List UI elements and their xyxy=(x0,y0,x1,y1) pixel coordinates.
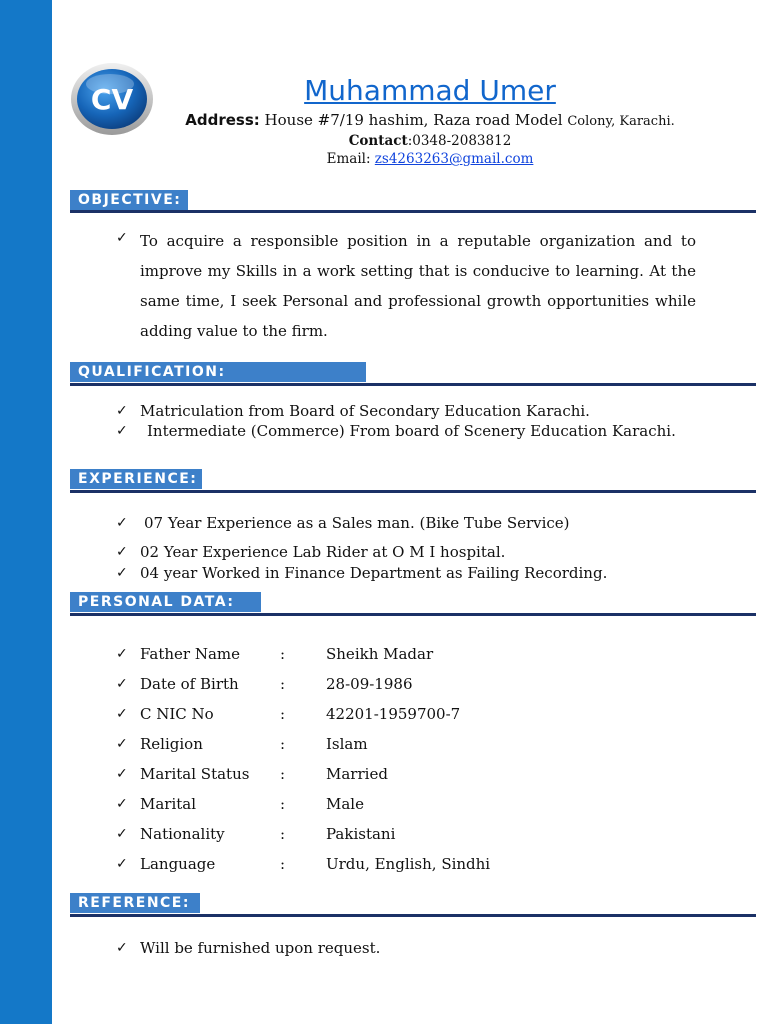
reference-list xyxy=(112,937,380,959)
reference-rule xyxy=(70,914,756,917)
check-icon: ✓ xyxy=(116,676,128,692)
check-icon: ✓ xyxy=(116,796,128,812)
qualification-list xyxy=(112,401,676,441)
experience-heading: EXPERIENCE: xyxy=(70,469,202,489)
email-line xyxy=(160,150,700,168)
personal-value: Islam xyxy=(326,735,368,753)
personal-data-heading: PERSONAL DATA: xyxy=(70,592,261,612)
qualification-heading: QUALIFICATION: xyxy=(70,362,366,382)
experience-item: 02 Year Experience Lab Rider at O M I hospital. xyxy=(140,543,506,561)
experience-item: 07 Year Experience as a Sales man. (Bike Tube Service) xyxy=(144,514,570,532)
personal-label: Nationality xyxy=(140,825,225,843)
personal-colon: : xyxy=(280,855,286,873)
address-city: Colony, Karachi. xyxy=(567,114,675,129)
personal-colon: : xyxy=(280,735,286,753)
list-item xyxy=(112,937,380,959)
personal-row-language xyxy=(112,849,490,879)
list-item xyxy=(112,421,676,441)
reference-item: Will be furnished upon request. xyxy=(140,939,381,957)
personal-colon: : xyxy=(280,765,286,783)
personal-row-religion xyxy=(112,729,490,759)
check-icon: ✓ xyxy=(116,766,128,782)
personal-label: Religion xyxy=(140,735,203,753)
address-line xyxy=(160,110,700,132)
check-icon: ✓ xyxy=(116,706,128,722)
cv-logo-icon xyxy=(70,62,154,136)
check-icon: ✓ xyxy=(116,565,128,581)
personal-label: Language xyxy=(140,855,216,873)
personal-label: Date of Birth xyxy=(140,675,239,693)
check-icon: ✓ xyxy=(116,826,128,842)
logo-text: CV xyxy=(90,83,134,116)
personal-label: Marital Status xyxy=(140,765,250,783)
personal-label: Father Name xyxy=(140,645,241,663)
personal-value: 42201-1959700-7 xyxy=(326,705,461,723)
contact-label: Contact xyxy=(348,133,408,149)
contact-line xyxy=(160,132,700,150)
list-item xyxy=(112,512,607,534)
personal-value: Pakistani xyxy=(326,825,396,843)
objective-heading: OBJECTIVE: xyxy=(70,190,188,210)
reference-heading: REFERENCE: xyxy=(70,893,200,913)
check-icon: ✓ xyxy=(116,646,128,662)
personal-value: Sheikh Madar xyxy=(326,645,434,663)
resume-header xyxy=(160,74,700,168)
list-item xyxy=(112,563,607,584)
personal-data-list xyxy=(112,639,490,879)
personal-colon: : xyxy=(280,705,286,723)
list-item xyxy=(112,542,607,563)
personal-colon: : xyxy=(280,825,286,843)
objective-list xyxy=(112,226,696,346)
check-icon: ✓ xyxy=(116,544,128,560)
contact-value: :0348-2083812 xyxy=(407,133,512,149)
check-icon: ✓ xyxy=(116,940,128,956)
check-icon: ✓ xyxy=(116,736,128,752)
personal-value: 28-09-1986 xyxy=(326,675,413,693)
list-item xyxy=(112,226,696,346)
check-icon: ✓ xyxy=(116,403,128,419)
personal-colon: : xyxy=(280,675,286,693)
check-icon: ✓ xyxy=(116,515,128,531)
personal-row-cnic xyxy=(112,699,490,729)
personal-row-nationality xyxy=(112,819,490,849)
address-main: House #7/19 hashim, Raza road Model xyxy=(264,111,563,129)
qualification-item: Intermediate (Commerce) From board of Scenery Education Karachi. xyxy=(147,422,676,440)
personal-row-date-of-birth xyxy=(112,669,490,699)
personal-value: Urdu, English, Sindhi xyxy=(326,855,491,873)
email-label: Email: xyxy=(326,151,371,167)
objective-text: To acquire a responsible position in a reputable organization and to improve my Skills in a work setting that is conducive to learning. At the same time, I seek Personal and professional growth opportunities while adding value to the firm. xyxy=(140,232,696,340)
list-item xyxy=(112,401,676,421)
experience-item: 04 year Worked in Finance Department as Failing Recording. xyxy=(140,564,608,582)
personal-label: Marital xyxy=(140,795,197,813)
email-link[interactable]: zs4263263@gmail.com xyxy=(374,151,534,167)
address-label: Address: xyxy=(185,111,260,129)
experience-rule xyxy=(70,490,756,493)
personal-row-father-name xyxy=(112,639,490,669)
qualification-item: Matriculation from Board of Secondary Education Karachi. xyxy=(140,402,590,420)
personal-data-rule xyxy=(70,613,756,616)
personal-label: C NIC No xyxy=(140,705,214,723)
check-icon: ✓ xyxy=(116,856,128,872)
candidate-name: Muhammad Umer xyxy=(304,74,556,107)
check-icon: ✓ xyxy=(116,423,128,439)
personal-row-marital-status xyxy=(112,759,490,789)
personal-colon: : xyxy=(280,645,286,663)
experience-list xyxy=(112,512,607,584)
personal-colon: : xyxy=(280,795,286,813)
personal-value: Married xyxy=(326,765,388,783)
personal-row-gender xyxy=(112,789,490,819)
check-icon: ✓ xyxy=(116,230,128,246)
left-accent-bar xyxy=(0,0,52,1024)
objective-rule xyxy=(70,210,756,213)
personal-value: Male xyxy=(326,795,364,813)
qualification-rule xyxy=(70,383,756,386)
